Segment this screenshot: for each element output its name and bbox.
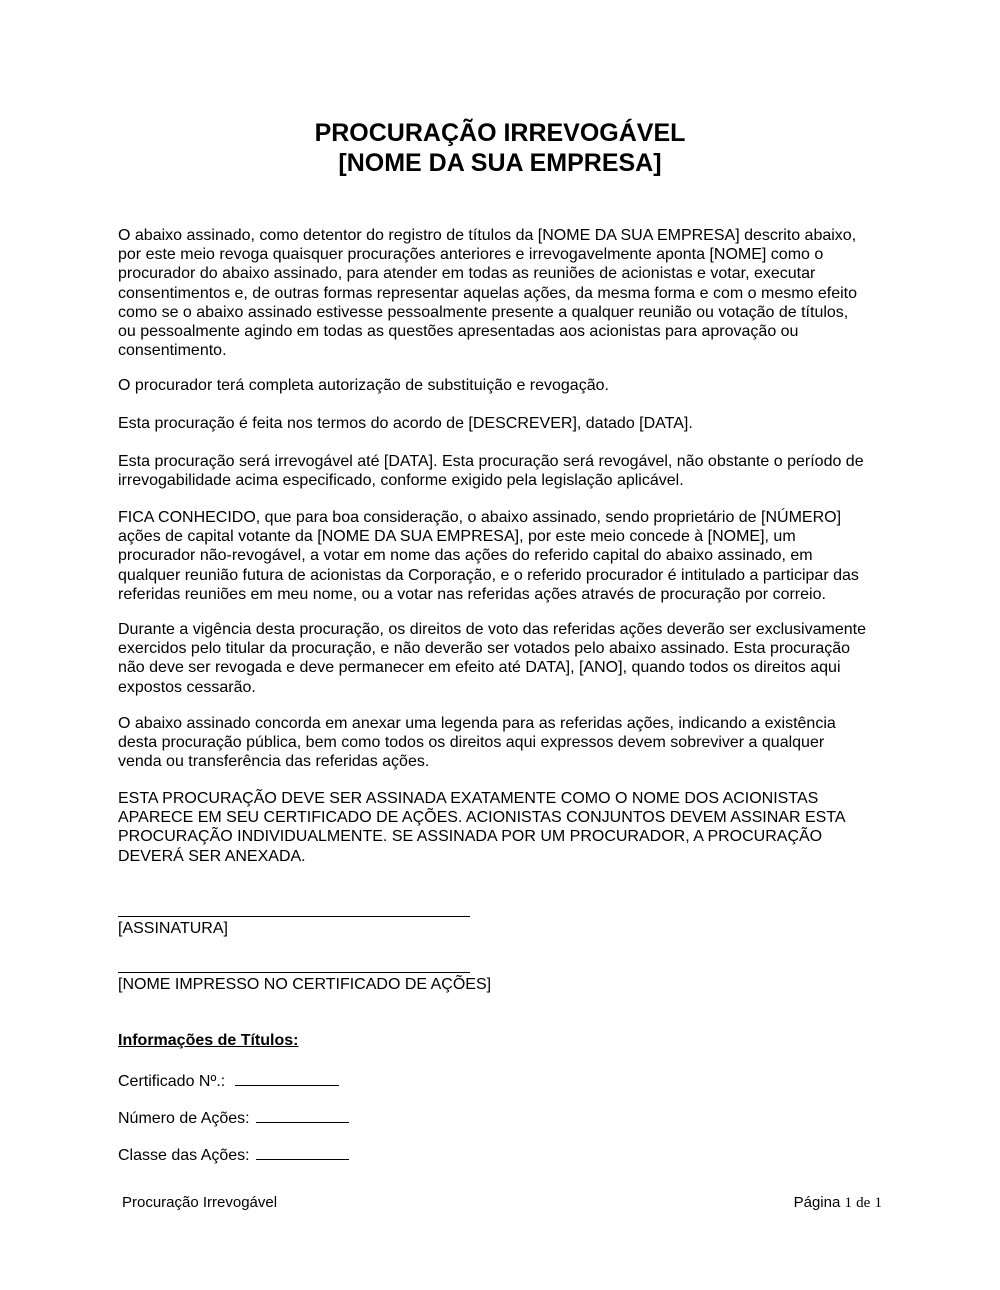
certificate-number-field — [118, 1071, 339, 1091]
paragraph-agreement — [118, 414, 888, 433]
paragraph-substitution — [118, 376, 888, 395]
certificate-number-label: Certificado Nº.: — [118, 1073, 226, 1090]
paragraph-voting-rights — [118, 620, 888, 697]
text-line: exercidos pelo titular da procuração, e não deverão ser votados pelo abaixo assinado. Esta procuração — [118, 640, 851, 658]
text-line: irrevogabilidade acima especificado, conforme exigido pela legislação aplicável. — [118, 472, 684, 490]
text-line: consentimento. — [118, 342, 227, 360]
page-total: 1 — [874, 1195, 882, 1211]
share-class-field — [118, 1145, 349, 1165]
text-line: APARECE EM SEU CERTIFICADO DE AÇÕES. ACIONISTAS CONJUNTOS DEVEM ASSINAR ESTA — [118, 809, 846, 827]
signature-label: [ASSINATURA] — [118, 920, 228, 937]
printed-name-label: [NOME IMPRESSO NO CERTIFICADO DE AÇÕES] — [118, 976, 492, 993]
text-line: DEVERÁ SER ANEXADA. — [118, 847, 306, 865]
paragraph-signing-instructions — [118, 789, 888, 866]
printed-name-line[interactable] — [118, 972, 470, 973]
share-count-label: Número de Ações: — [118, 1110, 250, 1127]
securities-info-heading: Informações de Títulos: — [118, 1032, 299, 1049]
text-line: O procurador terá completa autorização de substituição e revogação. — [118, 377, 609, 394]
text-line: Durante a vigência desta procuração, os direitos de voto das referidas ações deverão ser exclusivamente — [118, 621, 866, 638]
certificate-number-blank[interactable] — [235, 1071, 339, 1086]
paragraph-irrevocable-until — [118, 452, 888, 490]
text-line: O abaixo assinado, como detentor do registro de títulos da [NOME DA SUA EMPRESA] descrito abaixo, — [118, 227, 857, 244]
share-count-field — [118, 1108, 349, 1128]
page-current: 1 — [844, 1195, 852, 1211]
title-line-1: PROCURAÇÃO IRREVOGÁVEL — [314, 119, 686, 147]
text-line: consentimentos e, de outras formas representar aquelas ações, da mesma forma e com o mesmo efeito — [118, 284, 858, 302]
footer-document-name: Procuração Irrevogável — [122, 1194, 278, 1211]
paragraph-intro — [118, 226, 888, 360]
text-line: como se o abaixo assinado estivesse pessoalmente presente a qualquer reunião ou votação de títulos, — [118, 303, 849, 321]
share-class-blank[interactable] — [256, 1145, 349, 1160]
text-line: ou pessoalmente agindo em todas as questões apresentadas aos acionistas para aprovação ou — [118, 323, 799, 341]
text-line: O abaixo assinado concorda em anexar uma legenda para as referidas ações, indicando a existência — [118, 715, 836, 732]
document-title — [0, 118, 1000, 178]
text-line: ESTA PROCURAÇÃO DEVE SER ASSINADA EXATAMENTE COMO O NOME DOS ACIONISTAS — [118, 790, 819, 807]
text-line: por este meio revoga quaisquer procurações anteriores e irrevogavelmente aponta [NOME] como o — [118, 246, 824, 264]
text-line: qualquer reunião futura de acionistas da Corporação, e o referido procurador é intitulado a participar das — [118, 566, 859, 584]
text-line: desta procuração pública, bem como todos os direitos aqui expressos devem sobreviver a qualquer — [118, 734, 825, 752]
footer-page-number — [794, 1194, 882, 1212]
text-line: procurador do abaixo assinado, para atender em todas as reuniões de acionistas e votar, executar — [118, 265, 816, 283]
page-word: Página — [793, 1194, 841, 1211]
page-of: de — [856, 1195, 871, 1211]
text-line: Esta procuração é feita nos termos do acordo de [DESCREVER], datado [DATA]. — [118, 415, 693, 432]
text-line: Esta procuração será irrevogável até [DATA]. Esta procuração será revogável, não obstante o período de — [118, 453, 864, 470]
text-line: PROCURAÇÃO INDIVIDUALMENTE. SE ASSINADA POR UM PROCURADOR, A PROCURAÇÃO — [118, 828, 823, 846]
text-line: não deve ser revogada e deve permanecer em efeito até DATA], [ANO], quando todos os direitos aqui — [118, 659, 841, 677]
text-line: ações de capital votante da [NOME DA SUA EMPRESA], por este meio concede à [NOME], um — [118, 528, 796, 546]
text-line: referidas reuniões em meu nome, ou a votar nas referidas ações através de procuração por correio. — [118, 585, 826, 603]
text-line: venda ou transferência das referidas ações. — [118, 753, 430, 771]
title-line-2: [NOME DA SUA EMPRESA] — [338, 149, 662, 177]
text-line: FICA CONHECIDO, que para boa consideração, o abaixo assinado, sendo proprietário de [NÚMERO] — [118, 509, 842, 526]
text-line: procurador não-revogável, a votar em nome das ações do referido capital do abaixo assinado, em — [118, 547, 813, 565]
paragraph-fica-conhecido — [118, 508, 888, 604]
share-class-label: Classe das Ações: — [118, 1147, 250, 1164]
text-line: expostos cessarão. — [118, 678, 256, 696]
signature-line[interactable] — [118, 916, 470, 917]
share-count-blank[interactable] — [256, 1108, 349, 1123]
paragraph-legend — [118, 714, 888, 772]
